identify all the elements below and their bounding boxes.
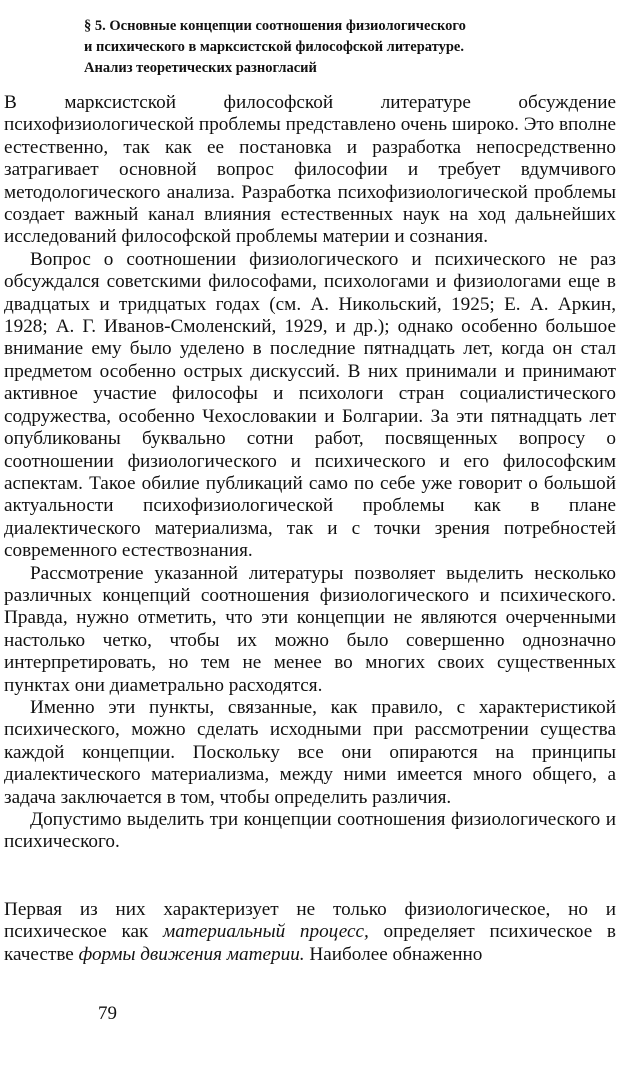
paragraph-5: Допустимо выделить три концепции соотношения физиологического и психического. <box>4 809 616 853</box>
page-number: 79 <box>98 1003 117 1024</box>
paragraph-6-text: Наиболее обнаженно <box>304 943 483 965</box>
section-heading <box>84 16 564 79</box>
section-heading-line: Анализ теоретических разногласий <box>84 60 317 76</box>
paragraph-6-emphasis: формы движения материи. <box>78 943 305 965</box>
section-heading-line: и психического в марксистской философской литературе. <box>84 39 464 55</box>
paragraph-6-text: определяет психическое в качестве <box>4 921 616 965</box>
section-heading-line: § 5. Основные концепции соотношения физиологического <box>84 18 466 34</box>
paragraph-6-text: Первая из них характеризует не только физиологическое, но и психическое как <box>4 898 616 943</box>
paragraph-2: Вопрос о соотношении физиологического и психического не раз обсуждался советскими философами, психологами и физиологами еще в двадцатых и тридцатых годах (см. А. Никольский, 1925; Е. А. Аркин, 1928; А. Г. Иванов-Смоленский, 1929, и др.); однако особенно большое внимание ему было уделено в последние пятнадцать лет, когда он стал предметом особенно острых дискуссий. В них принимали и принимают активное участие философы и психологи стран социалистического содружества, особенно Чехословакии и Болгарии. За эти пятнадцать лет опубликованы буквально сотни работ, посвященных вопросу о соотношении физиологического и психического и его философским аспектам. Такое обилие публикаций само по себе уже говорит о большой актуальности психофизиологической проблемы как в плане диалектического материализма, так и с точки зрения потребностей современного естествознания. <box>4 248 616 562</box>
paragraph-4: Именно эти пункты, связанные, как правило, с характеристикой психического, можно сделать исходными при рассмотрении существа каждой концепции. Поскольку все они опираются на принципы диалектического материализма, между ними имеется много общего, а задача заключается в том, чтобы определить различия. <box>4 696 616 808</box>
paragraph-6-emphasis: материальный процесс, <box>163 921 369 943</box>
paragraph-1: В марксистской философской литературе обсуждение психофизиологической проблемы представлено очень широко. Это вполне естественно, так как ее постановка и разработка непосредственно затрагивает основной вопрос философии и требует вдумчивого методологического анализа. Разработка психофизиологической проблемы создает важный канал влияния естественных наук на ход дальнейших исследований философской проблемы материи и сознания. <box>4 92 616 248</box>
body-text <box>4 92 616 966</box>
paragraph-3: Рассмотрение указанной литературы позволяет выделить несколько различных концепций соотношения физиологического и психического. Правда, нужно отметить, что эти концепции не являются очерченными настолько четко, чтобы их можно было совершенно однозначно интерпретировать, но тем не менее во многих своих существенных пунктах они диаметрально расходятся. <box>4 562 616 696</box>
paragraph-6 <box>4 899 616 966</box>
paragraph-gap <box>4 854 616 899</box>
